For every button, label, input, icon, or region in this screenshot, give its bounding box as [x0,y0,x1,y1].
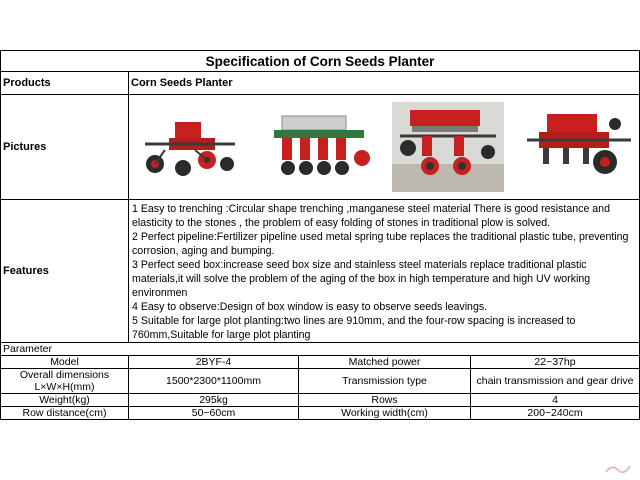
model-value: 2BYF-4 [129,356,299,369]
working-width-value: 200~240cm [471,407,640,420]
dimensions-label [1,369,129,394]
products-label: Products [1,72,129,95]
planter-photo-4 [521,102,633,192]
rows-value: 4 [471,394,640,407]
pictures-cell [129,95,640,200]
weight-label: Weight(kg) [1,394,129,407]
feature-item: 2 Perfect pipeline:Fertilizer pipeline used metal spring tube replaces the traditional plastic tube, preventing corrosion, aging and bumping. [132,231,629,257]
watermark-logo [604,462,632,474]
pictures-label: Pictures [1,95,129,200]
feature-item: 3 Perfect seed box:increase seed box size and stainless steel materials replace traditional plastic materials,it will solve the problem of the aging of the box in high temperature and high UV working environmen [132,259,591,299]
model-label: Model [1,356,129,369]
rows-label: Rows [299,394,471,407]
spec-table [0,50,640,420]
row-distance-value: 50~60cm [129,407,299,420]
products-value: Corn Seeds Planter [129,72,640,95]
feature-item: 1 Easy to trenching :Circular shape trenching ,manganese steel material There is good resistance and elasticity to the stones , the problem of easy folding of stones in traditional plow is solved. [132,203,610,229]
row-distance-label: Row distance(cm) [1,407,129,420]
features-label: Features [1,200,129,343]
feature-item: 5 Suitable for large plot planting:two lines are 910mm, and the four-row spacing is increased to 760mm,Suitable for large plot planting [132,315,576,341]
planter-photo-2 [264,102,376,192]
feature-item: 4 Easy to observe:Design of box window is easy to observe seeds leavings. [132,301,488,313]
planter-photo-1 [135,102,247,192]
dimensions-label-line1: Overall dimensions [19,369,110,381]
transmission-label: Transmission type [299,369,471,394]
page-title: Specification of Corn Seeds Planter [1,51,640,72]
planter-photo-3 [392,102,504,192]
power-value: 22~37hp [471,356,640,369]
dimensions-label-line2: L×W×H(mm) [34,381,95,393]
power-label: Matched power [299,356,471,369]
weight-value: 295kg [129,394,299,407]
parameter-label: Parameter [1,343,640,356]
working-width-label: Working width(cm) [299,407,471,420]
features-text [129,200,640,343]
transmission-value: chain transmission and gear drive [471,369,640,394]
dimensions-value: 1500*2300*1100mm [129,369,299,394]
